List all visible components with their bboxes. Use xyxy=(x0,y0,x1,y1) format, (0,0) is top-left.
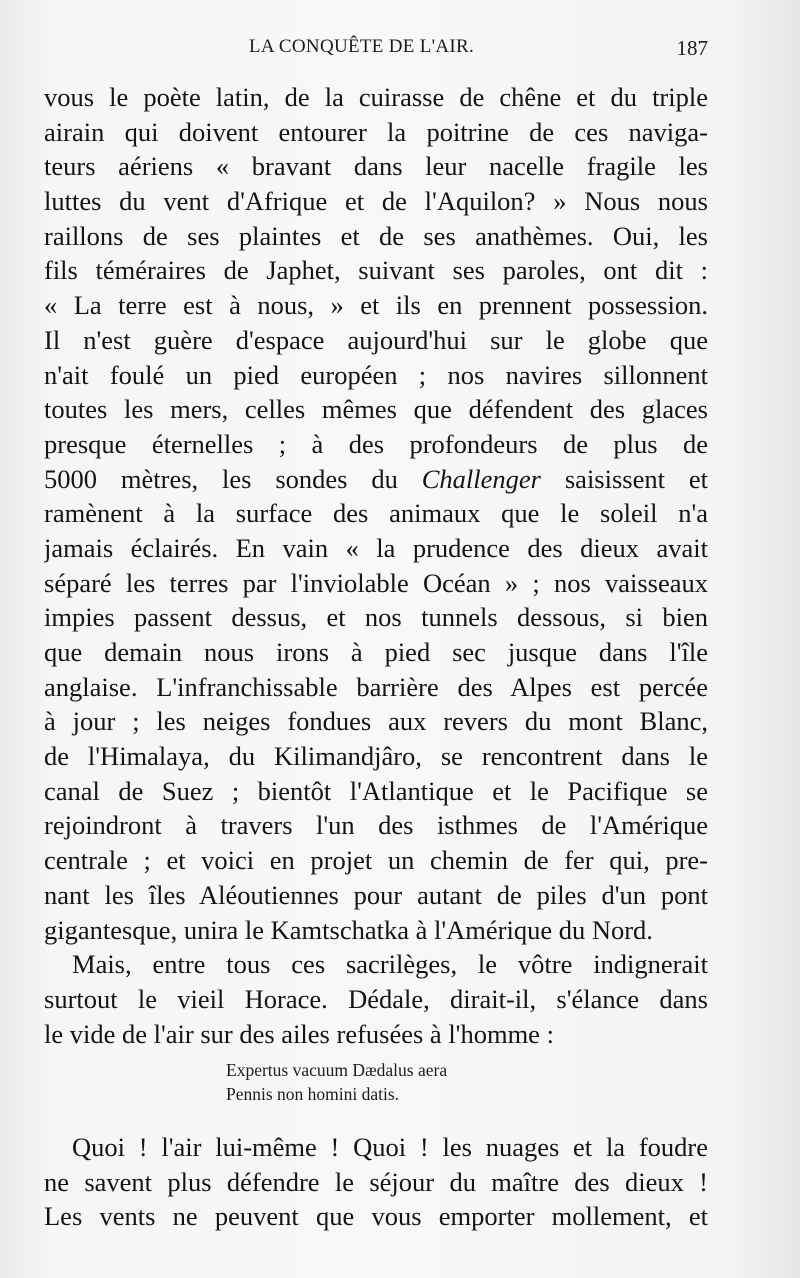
running-title: LA CONQUÊTE DE L'AIR. xyxy=(249,36,475,57)
text-line: fils téméraires de Japhet, suivant ses paroles, ont dit : xyxy=(44,255,708,286)
text-line: ne savent plus défendre le séjour du maître des dieux ! xyxy=(44,1166,708,1197)
latin-quotation xyxy=(226,1058,546,1106)
text-line: centrale ; et voici en projet un chemin de fer qui, pre- xyxy=(44,845,708,876)
page-number: 187 xyxy=(676,36,708,60)
text-line: Quoi ! l'air lui-même ! Quoi ! les nuages et la foudre xyxy=(72,1132,708,1162)
quote-line: Pennis non homini datis. xyxy=(226,1084,400,1104)
text-line: nant les îles Aléoutiennes pour autant de piles d'un pont xyxy=(44,879,708,910)
text-line: « La terre est à nous, » et ils en prennent possession. xyxy=(44,290,708,321)
text-line: gigantesque, unira le Kamtschatka à l'Amérique du Nord. xyxy=(44,914,653,945)
closing-text xyxy=(44,1130,708,1234)
text-line: raillons de ses plaintes et de ses anathèmes. Oui, les xyxy=(44,220,708,251)
text-line: canal de Suez ; bientôt l'Atlantique et le Pacifique se xyxy=(44,775,708,806)
text-line: teurs aériens « bravant dans leur nacelle fragile les xyxy=(44,151,708,182)
text-line-challenger xyxy=(44,462,708,497)
text-line: à jour ; les neiges fondues aux revers du mont Blanc, xyxy=(44,706,708,737)
text-line: surtout le vieil Horace. Dédale, dirait-il, s'élance dans xyxy=(44,983,708,1014)
text-segment: saisissent et xyxy=(540,463,708,494)
text-line: Les vents ne peuvent que vous emporter mollement, et xyxy=(44,1201,708,1232)
text-line: impies passent dessus, et nos tunnels dessous, si bien xyxy=(44,602,708,633)
text-line: séparé les terres par l'inviolable Océan » ; nos vaisseaux xyxy=(44,567,708,598)
text-line: vous le poète latin, de la cuirasse de chêne et du triple xyxy=(44,82,708,112)
text-line: jamais éclairés. En vain « la prudence des dieux avait xyxy=(44,532,708,563)
text-line: que demain nous irons à pied sec jusque dans l'île xyxy=(44,637,708,667)
main-text xyxy=(44,80,708,1051)
text-line: n'ait foulé un pied européen ; nos navires sillonnent xyxy=(44,359,708,390)
text-line: toutes les mers, celles mêmes que défendent des glaces xyxy=(44,394,708,425)
text-line: airain qui doivent entourer la poitrine de ces naviga- xyxy=(44,116,708,147)
text-line: Mais, entre tous ces sacrilèges, le vôtre indignerait xyxy=(72,949,708,980)
quote-line: Expertus vacuum Dædalus aera xyxy=(226,1060,448,1080)
text-line: anglaise. L'infranchissable barrière des Alpes est percée xyxy=(44,671,708,702)
text-segment: 5000 mètres, les sondes du xyxy=(44,463,422,494)
text-line: de l'Himalaya, du Kilimandjâro, se rencontrent dans le xyxy=(44,741,708,772)
text-line: le vide de l'air sur des ailes refusées à l'homme : xyxy=(44,1018,554,1049)
running-header xyxy=(44,32,708,60)
text-line: ramènent à la surface des animaux que le soleil n'a xyxy=(44,498,708,529)
text-line: Il n'est guère d'espace aujourd'hui sur le globe que xyxy=(44,324,708,355)
text-line: rejoindront à travers l'un des isthmes de l'Amérique xyxy=(44,810,708,841)
text-line: presque éternelles ; à des profondeurs de plus de xyxy=(44,428,708,459)
text-line: luttes du vent d'Afrique et de l'Aquilon? » Nous nous xyxy=(44,186,708,217)
ship-name-italic: Challenger xyxy=(421,463,541,494)
